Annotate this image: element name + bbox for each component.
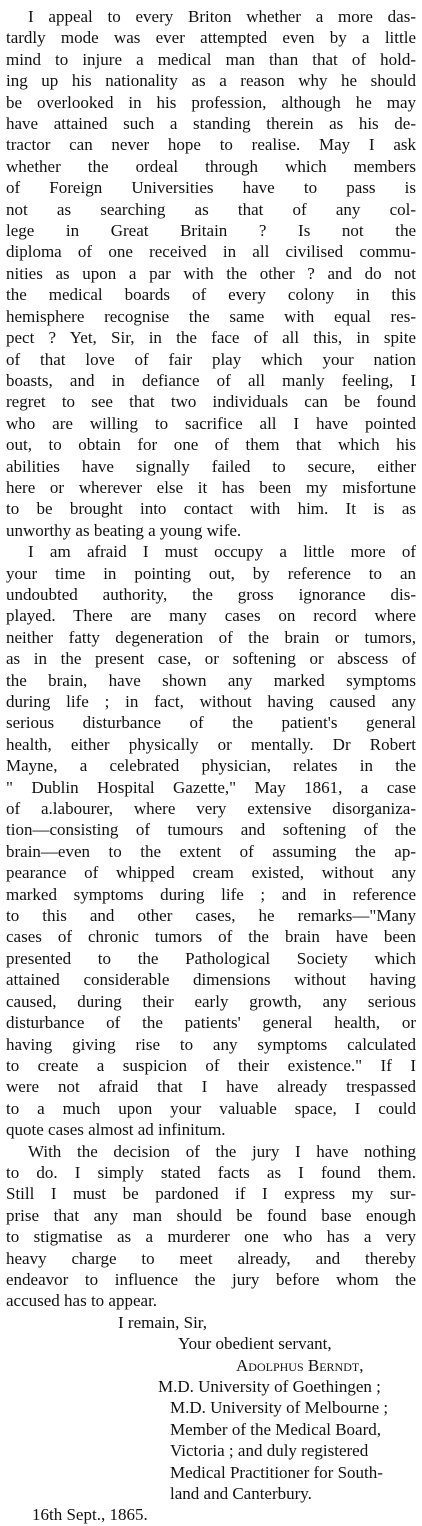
text-line: regret to see that two individuals can be found xyxy=(6,392,416,412)
text-line: played. There are many cases on record where xyxy=(6,606,416,626)
text-line: pect ? Yet, Sir, in the face of all this, in spite xyxy=(6,328,416,348)
signature-name: Adolphus Berndt, xyxy=(236,1355,364,1375)
text-line: undoubted authority, the gross ignorance dis- xyxy=(6,584,416,604)
text-line: during life ; in fact, without having caused any xyxy=(6,692,416,711)
closing-remain: I remain, Sir, xyxy=(118,1312,208,1332)
text-line: to be brought into contact with him. It is as xyxy=(6,499,416,519)
text-line: out, to obtain for one of them that which his xyxy=(6,435,416,455)
text-line: brain—even to the extent of assuming the ap- xyxy=(6,841,416,861)
text-line: Still I must be pardoned if I express my sur- xyxy=(6,1184,416,1204)
text-line: caused, during their early growth, any serious xyxy=(6,991,416,1011)
text-line: of Foreign Universities have to pass is xyxy=(6,178,416,198)
text-line: endeavor to influence the jury before whom the xyxy=(6,1269,416,1289)
text-line: disturbance of the patients' general health, or xyxy=(6,1013,416,1033)
text-line: pearance of whipped cream existed, without any xyxy=(6,863,416,883)
text-line: here or wherever else it has been my misfortune xyxy=(6,477,416,497)
text-line: hemisphere recognise the same with equal res- xyxy=(6,306,416,326)
text-line: heavy charge to meet already, and thereby xyxy=(6,1248,416,1268)
text-line: neither fatty degeneration of the brain or tumors, xyxy=(6,627,416,647)
text-line: of a.labourer, where very extensive disorganiza- xyxy=(6,799,416,819)
text-line: nities as upon a par with the other ? and do not xyxy=(6,263,416,283)
text-line: have attained such a standing therein as his de- xyxy=(6,114,416,134)
credential-line: Victoria ; and duly registered xyxy=(170,1441,369,1461)
text-line: presented to the Pathological Society which xyxy=(6,948,416,968)
text-line: diploma of one received in all civilised commu- xyxy=(6,242,416,262)
text-line: as in the present case, or softening or abscess of xyxy=(6,649,416,669)
text-line: having giving rise to any symptoms calculated xyxy=(6,1034,416,1054)
text-line: abilities have signally failed to secure, either xyxy=(6,456,416,476)
text-line: whether the ordeal through which members xyxy=(6,156,416,176)
text-line: serious disturbance of the patient's general xyxy=(6,713,416,733)
credential-line: M.D. University of Goethingen ; xyxy=(158,1377,381,1396)
text-line: were not afraid that I have already trespassed xyxy=(6,1077,416,1097)
text-line: prise that any man should be found base enough xyxy=(6,1205,416,1225)
text-line: to a much upon your valuable space, I could xyxy=(6,1098,416,1118)
text-line: the brain, have shown any marked symptoms xyxy=(6,670,416,690)
text-line: be overlooked in his profession, although he may xyxy=(6,92,416,112)
text-line: to stigmatise as a murderer one who has a very xyxy=(6,1227,416,1247)
text-line: " Dublin Hospital Gazette," May 1861, a case xyxy=(6,777,416,797)
text-line: With the decision of the jury I have nothing xyxy=(28,1141,416,1161)
credential-line: Medical Practitioner for South- xyxy=(170,1462,383,1482)
text-line: mind to injure a medical man than that of hold- xyxy=(6,49,416,69)
credential-line: M.D. University of Melbourne ; xyxy=(170,1398,389,1418)
text-line: not as searching as that of any col- xyxy=(6,199,416,219)
text-line: of that love of fair play which your nation xyxy=(6,349,416,369)
text-line: boasts, and in defiance of all manly feeling, I xyxy=(6,370,416,390)
closing-servant: Your obedient servant, xyxy=(178,1334,332,1354)
text-line: to create a suspicion of their existence." If I xyxy=(6,1055,416,1075)
text-line: accused has to appear. xyxy=(6,1291,158,1311)
text-line: I appeal to every Briton whether a more das- xyxy=(28,7,416,26)
text-line: tardly mode was ever attempted even by a little xyxy=(6,28,416,48)
text-line: the medical boards of every colony in this xyxy=(6,285,416,305)
text-line: lege in Great Britain ? Is not the xyxy=(6,221,416,241)
text-line: tractor can never hope to realise. May I ask xyxy=(6,135,416,155)
credential-line: land and Canterbury. xyxy=(170,1484,312,1504)
text-line: to this and other cases, he remarks—"Many xyxy=(6,906,416,926)
text-line: Mayne, a celebrated physician, relates in the xyxy=(6,756,416,776)
text-line: I am afraid I must occupy a little more of xyxy=(28,542,416,562)
letter-date: 16th Sept., 1865. xyxy=(32,1505,148,1525)
text-line: unworthy as beating a young wife. xyxy=(6,520,242,540)
text-line: attained considerable dimensions without having xyxy=(6,970,416,990)
credentials xyxy=(6,1376,416,1504)
paragraph-1 xyxy=(6,6,416,541)
paragraph-3 xyxy=(6,1141,416,1312)
credential-line: Member of the Medical Board, xyxy=(170,1419,382,1439)
paragraph-2 xyxy=(6,541,416,1140)
text-line: who are willing to sacrifice all I have pointed xyxy=(6,413,416,433)
text-line: quote cases almost ad infinitum. xyxy=(6,1120,226,1140)
text-line: cases of chronic tumors of the brain have been xyxy=(6,927,416,947)
text-line: marked symptoms during life ; and in reference xyxy=(6,884,416,904)
text-line: ing up his nationality as a reason why he should xyxy=(6,71,416,91)
text-line: health, either physically or mentally. Dr Robert xyxy=(6,734,416,754)
text-line: your time in pointing out, by reference to an xyxy=(6,563,416,583)
text-line: to do. I simply stated facts as I found them. xyxy=(6,1162,416,1182)
text-line: tion—consisting of tumours and softening of the xyxy=(6,820,416,840)
